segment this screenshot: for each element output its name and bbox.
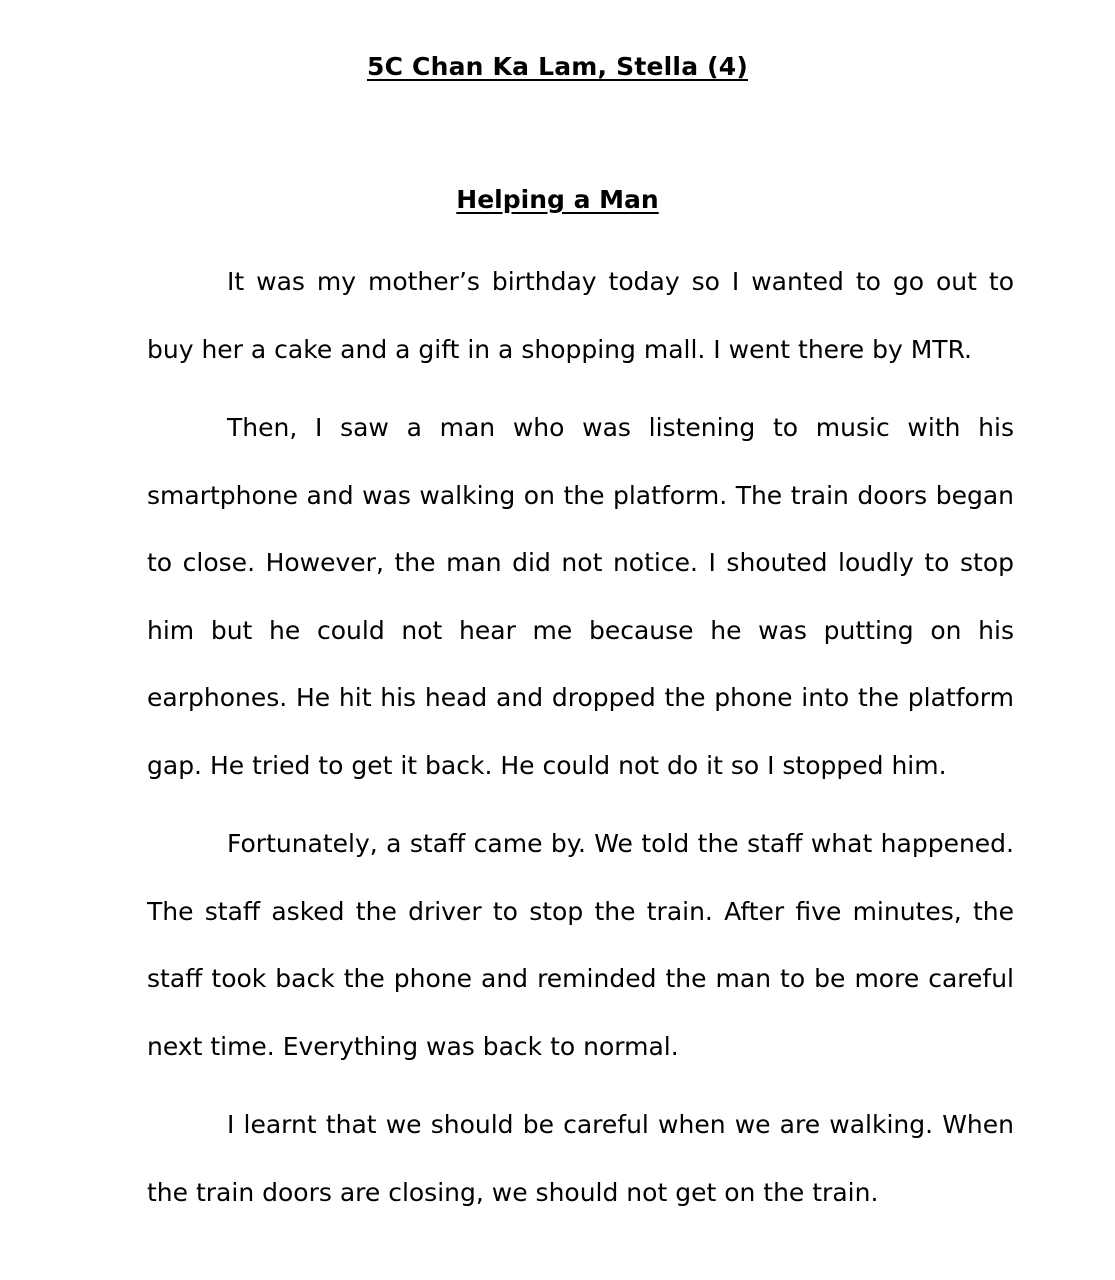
- paragraph-4: I learnt that we should be careful when we are walking. When the train doors are closing, we should not get on the train.: [147, 1110, 1014, 1207]
- paragraph-3: Fortunately, a staff came by. We told the staff what happened. The staff asked the driver to stop the train. After five minutes, the staff took back the phone and reminded the man to be more careful next time. Everything was back to normal.: [147, 829, 1014, 1061]
- paragraph-2: Then, I saw a man who was listening to music with his smartphone and was walking on the platform. The train doors began to close. However, the man did not notice. I shouted loudly to stop him but he could not hear me because he was putting on his earphones. He hit his head and dropped the phone into the platform gap. He tried to get it back. He could not do it so I stopped him.: [147, 413, 1014, 780]
- paragraph-1: It was my mother’s birthday today so I wanted to go out to buy her a cake and a gift in a shopping mall. I went there by MTR.: [147, 267, 1014, 364]
- author-line: 5C Chan Ka Lam, Stella (4): [366, 52, 749, 81]
- essay-title: Helping a Man: [456, 185, 659, 214]
- essay-body: [147, 248, 1014, 1237]
